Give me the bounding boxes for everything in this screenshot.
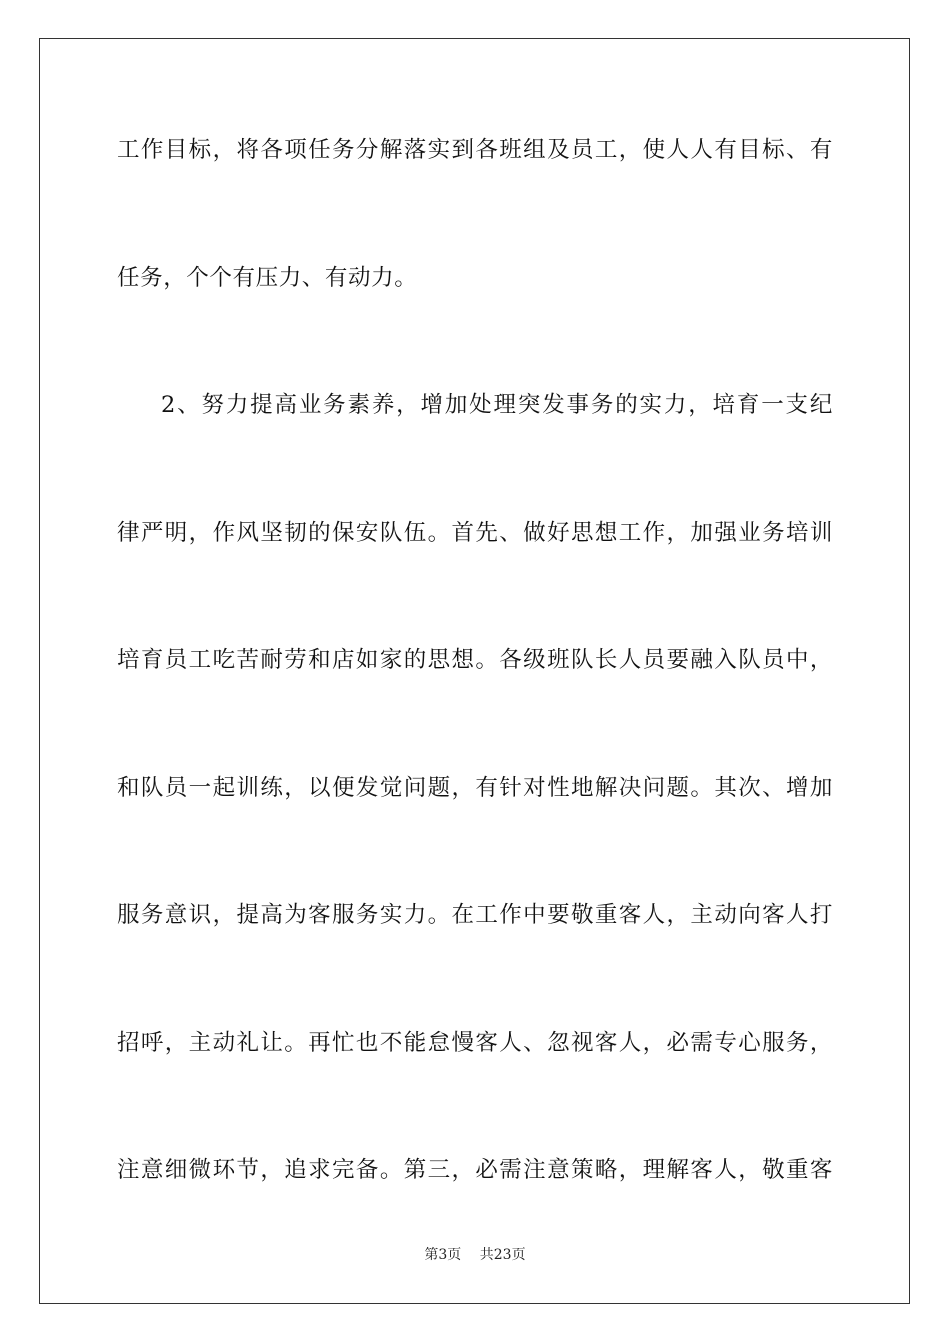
text-line-8: 招呼，主动礼让。再忙也不能怠慢客人、忽视客人，必需专心服务， bbox=[117, 1029, 833, 1056]
text-line-6: 和队员一起训练，以便发觉问题，有针对性地解决问题。其次、增加 bbox=[117, 774, 833, 801]
text-line-2: 任务，个个有压力、有动力。 bbox=[117, 264, 418, 291]
text-line-3: 2、努力提高业务素养，增加处理突发事务的实力，培育一支纪 bbox=[161, 392, 833, 418]
text-line-5: 培育员工吃苦耐劳和店如家的思想。各级班队长人员要融入队员中， bbox=[117, 647, 833, 673]
page-footer bbox=[0, 1244, 950, 1264]
text-line-4: 律严明，作风坚韧的保安队伍。首先、做好思想工作，加强业务培训 bbox=[117, 519, 833, 546]
text-line-1: 工作目标，将各项任务分解落实到各班组及员工，使人人有目标、有 bbox=[117, 137, 833, 163]
page-number: 第3页 bbox=[424, 1247, 462, 1263]
page-total: 共23页 bbox=[479, 1247, 526, 1263]
document-body bbox=[117, 128, 833, 1276]
text-line-7: 服务意识，提高为客服务实力。在工作中要敬重客人，主动向客人打 bbox=[117, 902, 833, 928]
text-line-9: 注意细微环节，追求完备。第三，必需注意策略，理解客人，敬重客 bbox=[117, 1157, 833, 1183]
